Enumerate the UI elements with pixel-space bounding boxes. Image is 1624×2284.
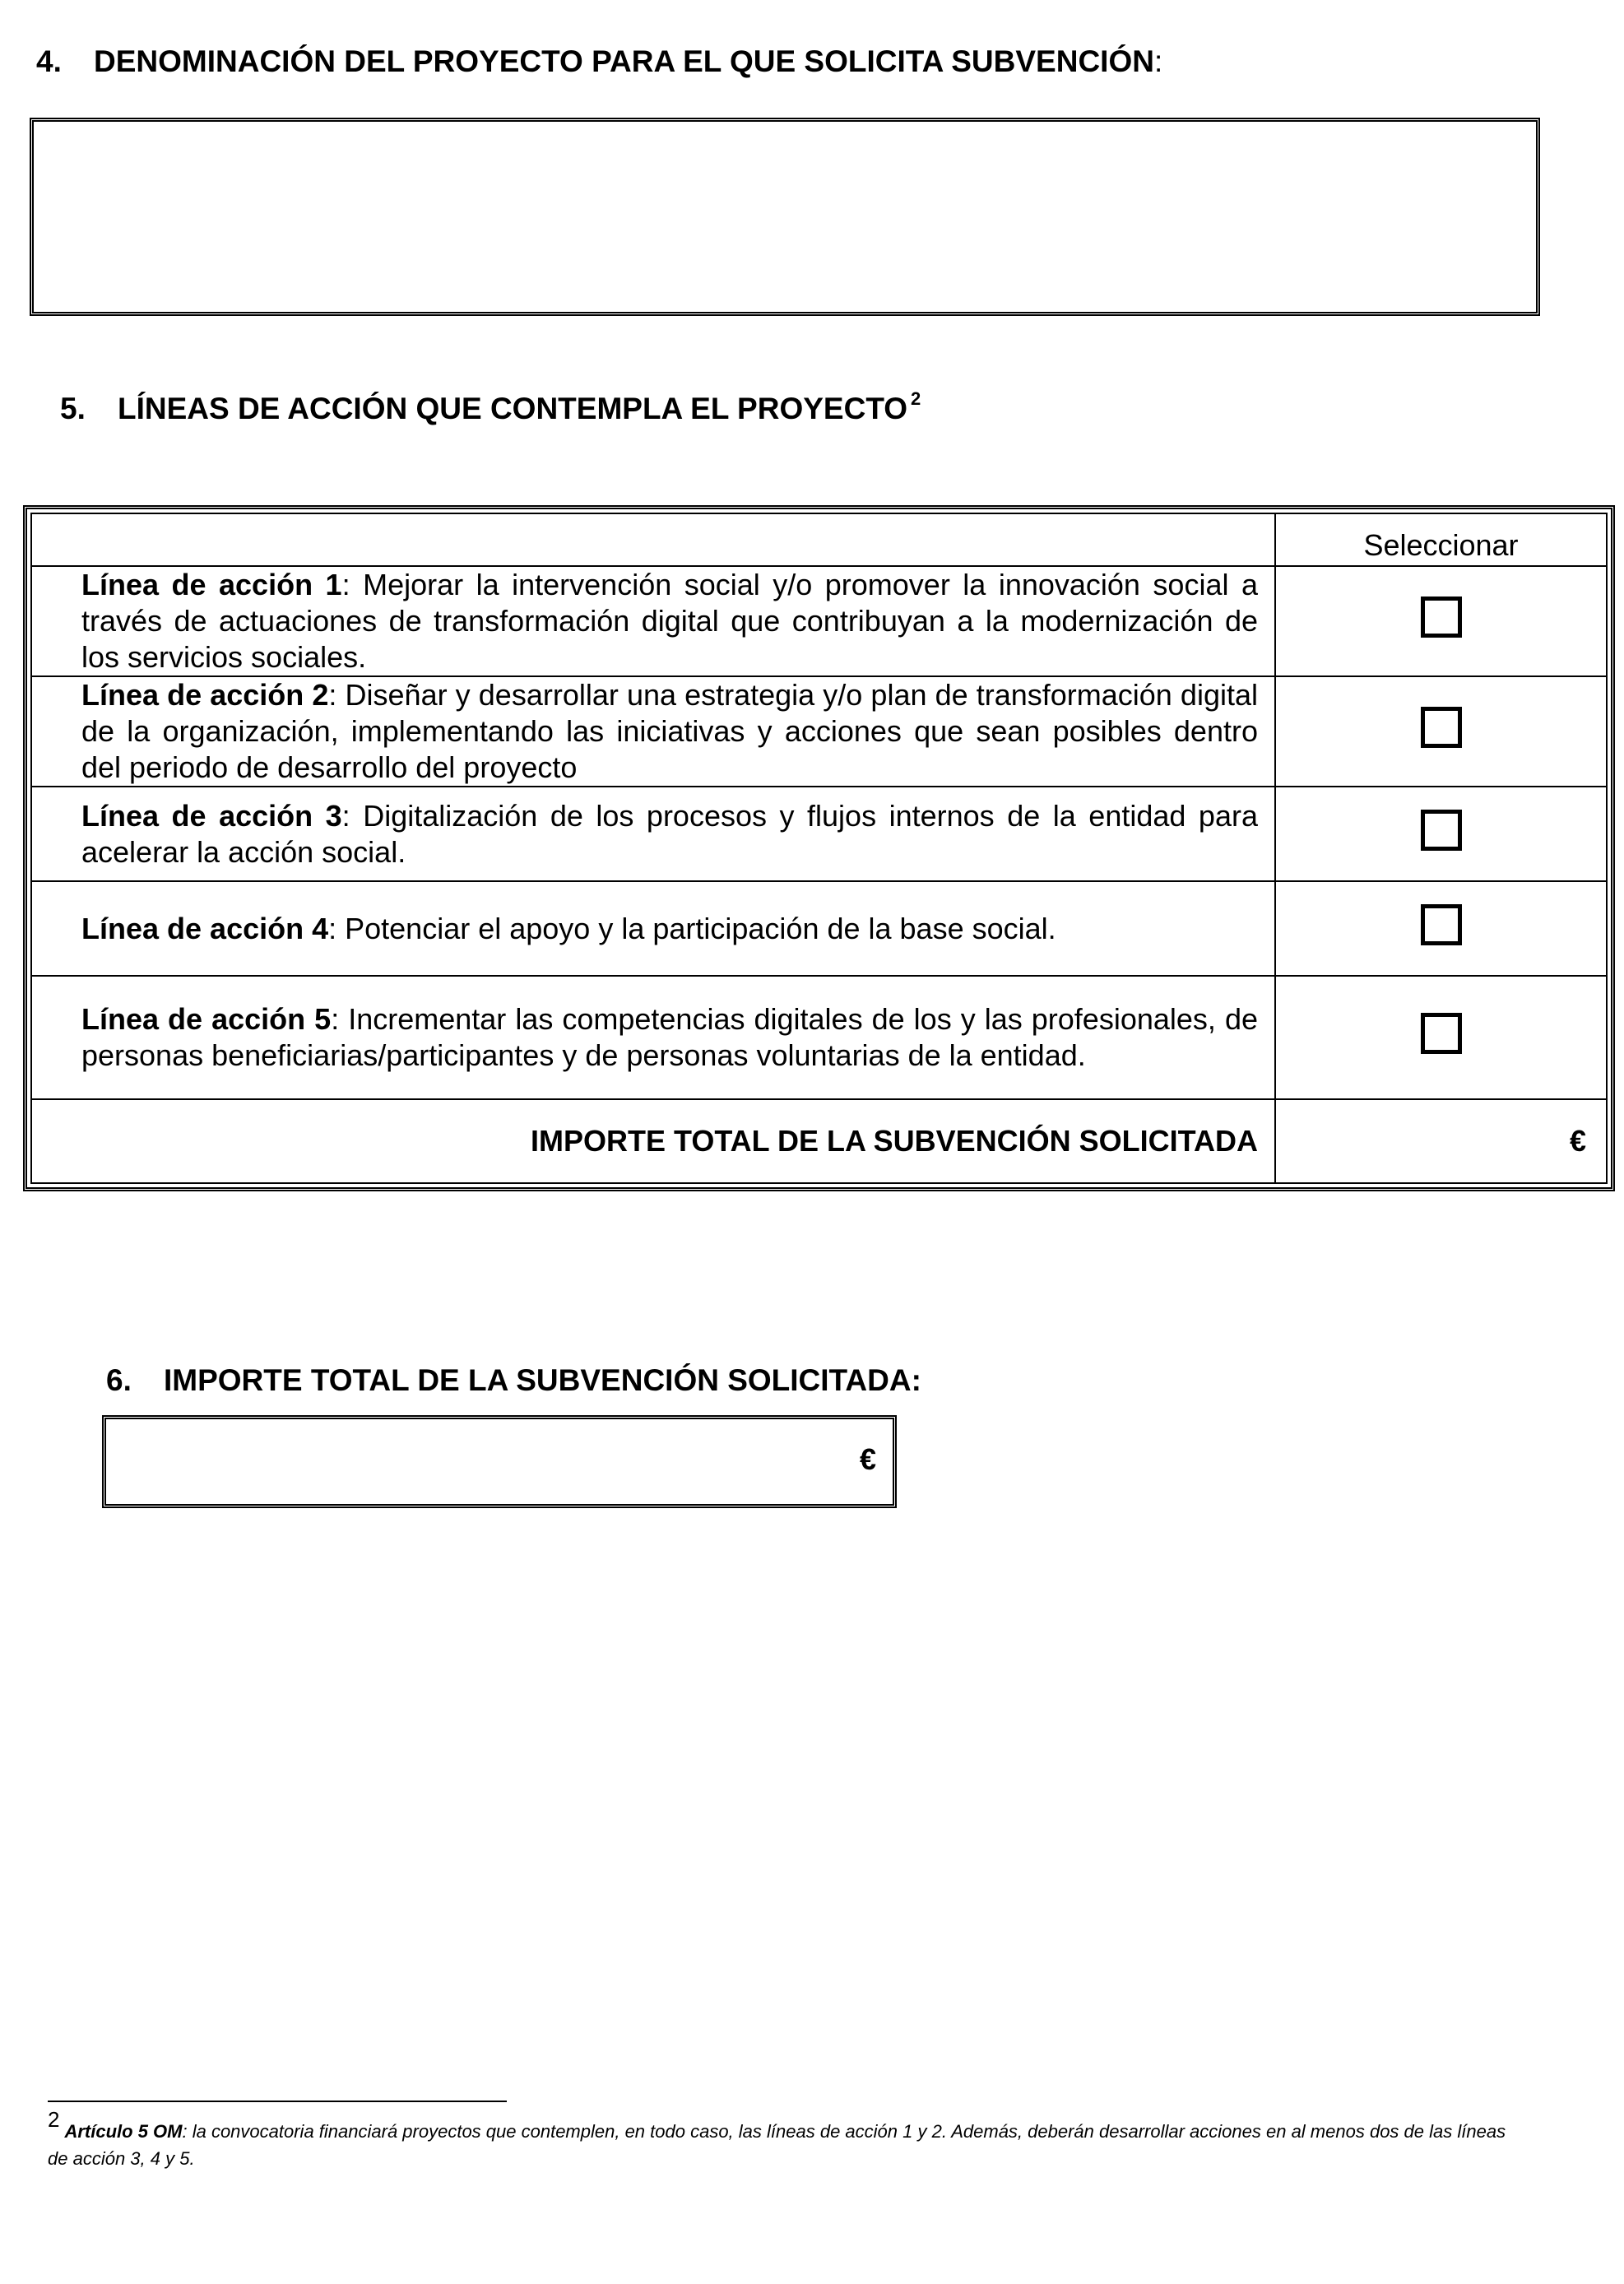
total-amount-label: IMPORTE TOTAL DE LA SUBVENCIÓN SOLICITADA	[31, 1099, 1275, 1183]
action-line-description	[31, 881, 1275, 976]
footnote-reference: 2	[911, 388, 921, 409]
action-line-text: : Potenciar el apoyo y la participación de la base social.	[328, 911, 1056, 945]
section-6-heading	[106, 1363, 921, 1398]
section-5-heading	[60, 388, 921, 426]
footnote-bold-ref: Artículo 5 OM	[64, 2121, 183, 2142]
action-line-select-cell	[1275, 566, 1607, 676]
action-lines-table-frame	[23, 505, 1615, 1191]
action-line-select-cell	[1275, 881, 1607, 976]
section-4-title: DENOMINACIÓN DEL PROYECTO PARA EL QUE SOLICITA SUBVENCIÓN	[94, 44, 1154, 78]
action-line-1-checkbox[interactable]	[1421, 597, 1462, 638]
action-line-4-checkbox[interactable]	[1421, 904, 1462, 945]
action-line-row	[31, 976, 1607, 1099]
action-line-label: Línea de acción 5	[81, 1002, 332, 1036]
section-6-number: 6.	[106, 1363, 132, 1397]
action-line-text: : Digitalización de los procesos y flujos internos de la entidad para acelerar la acción social.	[81, 798, 1258, 869]
action-lines-table	[30, 513, 1608, 1184]
action-line-select-cell	[1275, 976, 1607, 1099]
total-row	[31, 1099, 1607, 1183]
euro-symbol: €	[1569, 1124, 1586, 1158]
action-line-label: Línea de acción 4	[81, 911, 329, 945]
action-line-3-checkbox[interactable]	[1421, 810, 1462, 851]
action-line-5-checkbox[interactable]	[1421, 1013, 1462, 1054]
action-line-select-cell	[1275, 676, 1607, 787]
section-5-title: LÍNEAS DE ACCIÓN QUE CONTEMPLA EL PROYECTO	[118, 392, 908, 425]
action-line-description	[31, 787, 1275, 881]
footnote-separator	[48, 2101, 507, 2102]
footnote-text: : la convocatoria financiará proyectos que contemplen, en todo caso, las líneas de acción 1 y 2. Además, deberán desarrollar acciones en al menos dos de las líneas de acción 3, 4 y 5.	[48, 2121, 1506, 2169]
action-line-description	[31, 566, 1275, 676]
project-name-field[interactable]	[30, 118, 1540, 316]
section-4-colon: :	[1153, 44, 1163, 78]
section-5-number: 5.	[60, 392, 86, 425]
action-line-text: : Diseñar y desarrollar una estrategia y/o plan de transformación digital de la organización, implementando las iniciativas y acciones que sean posibles dentro del periodo de desarrollo del proyecto	[81, 678, 1258, 784]
section-4-number: 4.	[36, 44, 62, 78]
header-empty-cell	[31, 513, 1275, 566]
action-line-description	[31, 976, 1275, 1099]
section-6-title: IMPORTE TOTAL DE LA SUBVENCIÓN SOLICITADA:	[164, 1363, 921, 1397]
total-amount-input[interactable]	[102, 1415, 897, 1508]
action-line-label: Línea de acción 2	[81, 678, 329, 712]
action-line-2-checkbox[interactable]	[1421, 707, 1462, 748]
action-line-label: Línea de acción 1	[81, 568, 342, 601]
footnote-number: 2	[48, 2107, 60, 2132]
action-line-row	[31, 881, 1607, 976]
action-line-row	[31, 787, 1607, 881]
action-line-select-cell	[1275, 787, 1607, 881]
action-line-description	[31, 676, 1275, 787]
action-line-row	[31, 566, 1607, 676]
action-line-row	[31, 676, 1607, 787]
table-header-row	[31, 513, 1607, 566]
section-4-heading	[36, 44, 1162, 79]
euro-symbol: €	[859, 1442, 876, 1476]
total-amount-field[interactable]	[1275, 1099, 1607, 1183]
action-line-text: : Mejorar la intervención social y/o promover la innovación social a través de actuaciones de transformación digital que contribuyan a la modernización de los servicios sociales.	[81, 568, 1258, 674]
action-line-text: : Incrementar las competencias digitales de los y las profesionales, de personas beneficiarias/participantes y de personas voluntarias de la entidad.	[81, 1002, 1258, 1072]
action-line-label: Línea de acción 3	[81, 798, 342, 833]
select-header: Seleccionar	[1275, 513, 1607, 566]
footnote	[48, 2107, 1520, 2172]
